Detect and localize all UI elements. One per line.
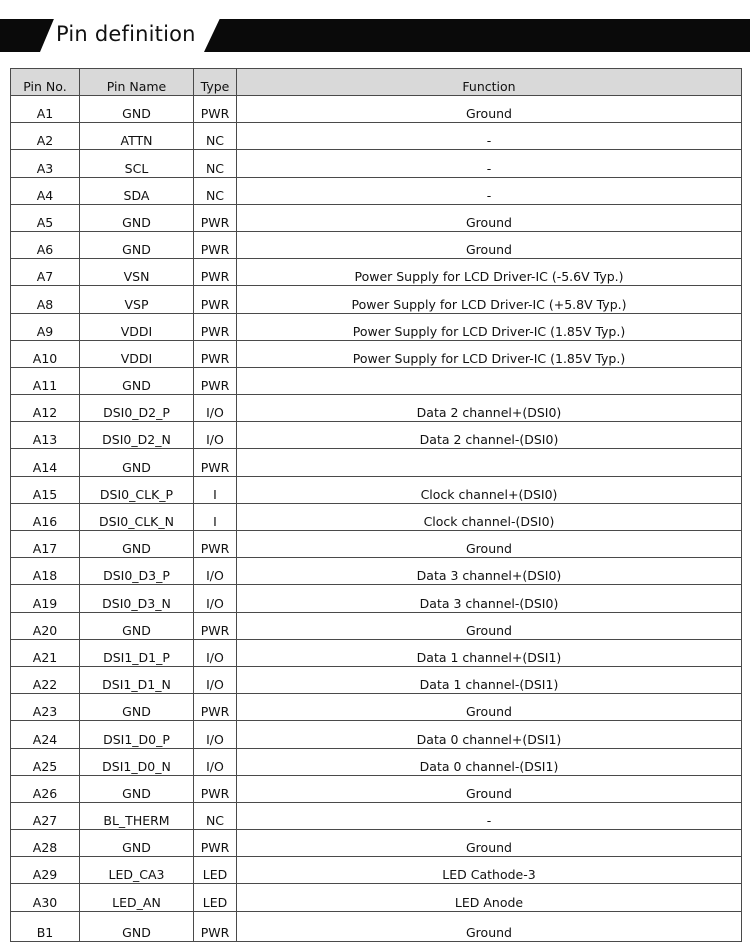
type-cell: I/O: [194, 395, 237, 422]
type-cell: PWR: [194, 204, 237, 231]
table-row: [11, 340, 742, 367]
function-cell: Data 0 channel+(DSI1): [237, 721, 742, 748]
function-cell: [237, 367, 742, 394]
pin-no-cell: A25: [11, 748, 80, 775]
function-cell: -: [237, 123, 742, 150]
function-cell: Clock channel+(DSI0): [237, 476, 742, 503]
pin-no-cell: A22: [11, 666, 80, 693]
table-row: [11, 231, 742, 258]
type-cell: NC: [194, 177, 237, 204]
pin-name-cell: SDA: [80, 177, 194, 204]
pin-name-cell: GND: [80, 531, 194, 558]
pin-name-cell: SCL: [80, 150, 194, 177]
pin-no-cell: A3: [11, 150, 80, 177]
pin-no-cell: A21: [11, 639, 80, 666]
type-cell: PWR: [194, 775, 237, 802]
pin-no-cell: A30: [11, 884, 80, 911]
pin-no-cell: A13: [11, 422, 80, 449]
type-cell: PWR: [194, 612, 237, 639]
type-cell: PWR: [194, 286, 237, 313]
pin-name-cell: GND: [80, 911, 194, 941]
function-cell: Ground: [237, 694, 742, 721]
table-row: [11, 503, 742, 530]
function-cell: -: [237, 150, 742, 177]
pin-no-cell: A11: [11, 367, 80, 394]
pin-no-cell: A12: [11, 395, 80, 422]
type-cell: PWR: [194, 340, 237, 367]
function-cell: LED Anode: [237, 884, 742, 911]
pin-name-cell: GND: [80, 775, 194, 802]
table-row: [11, 150, 742, 177]
table-body: [11, 96, 742, 942]
table-row: [11, 830, 742, 857]
table-row: [11, 721, 742, 748]
function-cell: Data 3 channel+(DSI0): [237, 558, 742, 585]
type-cell: PWR: [194, 259, 237, 286]
pin-name-cell: DSI1_D1_P: [80, 639, 194, 666]
table-header-row: [11, 69, 742, 96]
table-row: [11, 694, 742, 721]
table-row: [11, 367, 742, 394]
pin-name-cell: GND: [80, 367, 194, 394]
pin-no-cell: A28: [11, 830, 80, 857]
table-row: [11, 775, 742, 802]
type-cell: PWR: [194, 313, 237, 340]
function-cell: Ground: [237, 204, 742, 231]
function-cell: Power Supply for LCD Driver-IC (1.85V Typ.): [237, 340, 742, 367]
pin-no-cell: A4: [11, 177, 80, 204]
type-cell: PWR: [194, 449, 237, 476]
pin-no-cell: A7: [11, 259, 80, 286]
function-cell: Ground: [237, 531, 742, 558]
pin-no-cell: A18: [11, 558, 80, 585]
pin-no-cell: A1: [11, 96, 80, 123]
type-cell: I/O: [194, 585, 237, 612]
table-row: [11, 639, 742, 666]
column-header-pin-name: Pin Name: [80, 69, 194, 96]
function-cell: Data 0 channel-(DSI1): [237, 748, 742, 775]
pin-name-cell: GND: [80, 231, 194, 258]
type-cell: PWR: [194, 830, 237, 857]
pin-name-cell: GND: [80, 204, 194, 231]
pin-no-cell: A9: [11, 313, 80, 340]
table-row: [11, 802, 742, 829]
column-header-pin-no: Pin No.: [11, 69, 80, 96]
table-row: [11, 585, 742, 612]
column-header-function: Function: [237, 69, 742, 96]
function-cell: Ground: [237, 775, 742, 802]
table-row: [11, 395, 742, 422]
table-row: [11, 911, 742, 941]
table-row: [11, 531, 742, 558]
table-row: [11, 449, 742, 476]
table-row: [11, 612, 742, 639]
table-row: [11, 96, 742, 123]
pin-no-cell: A26: [11, 775, 80, 802]
type-cell: PWR: [194, 531, 237, 558]
function-cell: Ground: [237, 612, 742, 639]
function-cell: Ground: [237, 231, 742, 258]
pin-no-cell: A15: [11, 476, 80, 503]
pin-no-cell: B1: [11, 911, 80, 941]
pin-name-cell: VSN: [80, 259, 194, 286]
pin-name-cell: DSI0_CLK_P: [80, 476, 194, 503]
table-row: [11, 204, 742, 231]
table-row: [11, 666, 742, 693]
pin-name-cell: BL_THERM: [80, 802, 194, 829]
pin-no-cell: A17: [11, 531, 80, 558]
type-cell: I/O: [194, 639, 237, 666]
function-cell: Ground: [237, 96, 742, 123]
pin-no-cell: A20: [11, 612, 80, 639]
pin-name-cell: LED_CA3: [80, 857, 194, 884]
page-title: Pin definition: [56, 22, 196, 46]
function-cell: Ground: [237, 911, 742, 941]
pin-name-cell: DSI0_D2_N: [80, 422, 194, 449]
pin-name-cell: GND: [80, 449, 194, 476]
table-row: [11, 857, 742, 884]
pin-name-cell: DSI0_CLK_N: [80, 503, 194, 530]
type-cell: I/O: [194, 422, 237, 449]
pin-name-cell: GND: [80, 612, 194, 639]
table-row: [11, 123, 742, 150]
type-cell: NC: [194, 123, 237, 150]
pin-name-cell: LED_AN: [80, 884, 194, 911]
function-cell: Power Supply for LCD Driver-IC (+5.8V Typ.): [237, 286, 742, 313]
pin-name-cell: GND: [80, 830, 194, 857]
pin-name-cell: DSI1_D0_N: [80, 748, 194, 775]
pin-name-cell: DSI0_D3_P: [80, 558, 194, 585]
pin-name-cell: VSP: [80, 286, 194, 313]
type-cell: PWR: [194, 231, 237, 258]
type-cell: NC: [194, 150, 237, 177]
pin-no-cell: A5: [11, 204, 80, 231]
type-cell: PWR: [194, 96, 237, 123]
function-cell: LED Cathode-3: [237, 857, 742, 884]
type-cell: I/O: [194, 558, 237, 585]
pin-name-cell: GND: [80, 694, 194, 721]
pin-definition-table: [10, 68, 742, 942]
type-cell: I/O: [194, 748, 237, 775]
function-cell: Clock channel-(DSI0): [237, 503, 742, 530]
pin-no-cell: A14: [11, 449, 80, 476]
function-cell: Data 1 channel+(DSI1): [237, 639, 742, 666]
pin-name-cell: VDDI: [80, 313, 194, 340]
function-cell: Data 1 channel-(DSI1): [237, 666, 742, 693]
type-cell: PWR: [194, 911, 237, 941]
function-cell: Data 2 channel-(DSI0): [237, 422, 742, 449]
pin-no-cell: A29: [11, 857, 80, 884]
function-cell: -: [237, 802, 742, 829]
table-row: [11, 422, 742, 449]
pin-no-cell: A24: [11, 721, 80, 748]
type-cell: PWR: [194, 367, 237, 394]
table-row: [11, 177, 742, 204]
function-cell: Ground: [237, 830, 742, 857]
function-cell: Power Supply for LCD Driver-IC (-5.6V Typ.): [237, 259, 742, 286]
type-cell: PWR: [194, 694, 237, 721]
pin-name-cell: GND: [80, 96, 194, 123]
function-cell: Data 2 channel+(DSI0): [237, 395, 742, 422]
pin-no-cell: A23: [11, 694, 80, 721]
table-row: [11, 748, 742, 775]
type-cell: LED: [194, 884, 237, 911]
type-cell: I: [194, 503, 237, 530]
function-cell: -: [237, 177, 742, 204]
pin-no-cell: A10: [11, 340, 80, 367]
pin-name-cell: DSI1_D0_P: [80, 721, 194, 748]
table-row: [11, 313, 742, 340]
pin-no-cell: A16: [11, 503, 80, 530]
pin-no-cell: A2: [11, 123, 80, 150]
pin-no-cell: A6: [11, 231, 80, 258]
table-row: [11, 558, 742, 585]
function-cell: Power Supply for LCD Driver-IC (1.85V Typ.): [237, 313, 742, 340]
function-cell: Data 3 channel-(DSI0): [237, 585, 742, 612]
pin-no-cell: A27: [11, 802, 80, 829]
function-cell: [237, 449, 742, 476]
pin-name-cell: DSI0_D2_P: [80, 395, 194, 422]
pin-name-cell: DSI0_D3_N: [80, 585, 194, 612]
column-header-type: Type: [194, 69, 237, 96]
pin-no-cell: A19: [11, 585, 80, 612]
table-row: [11, 286, 742, 313]
pin-no-cell: A8: [11, 286, 80, 313]
table-row: [11, 884, 742, 911]
pin-name-cell: ATTN: [80, 123, 194, 150]
type-cell: NC: [194, 802, 237, 829]
type-cell: I/O: [194, 666, 237, 693]
pin-name-cell: VDDI: [80, 340, 194, 367]
type-cell: I/O: [194, 721, 237, 748]
type-cell: I: [194, 476, 237, 503]
type-cell: LED: [194, 857, 237, 884]
pin-name-cell: DSI1_D1_N: [80, 666, 194, 693]
table-row: [11, 259, 742, 286]
table-row: [11, 476, 742, 503]
